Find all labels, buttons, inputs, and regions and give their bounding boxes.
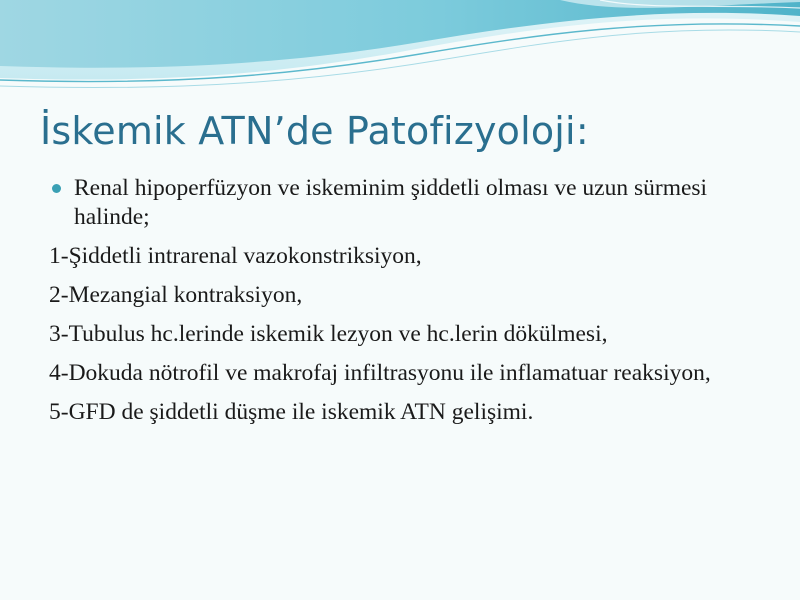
list-item-4: 4-Dokuda nötrofil ve makrofaj infiltrasyonu ile inflamatuar reaksiyon, (49, 360, 711, 386)
list-item-1: 1-Şiddetli intrarenal vazokonstriksiyon, (49, 243, 422, 269)
list-item-2: 2-Mezangial kontraksiyon, (49, 282, 303, 308)
bullet-text: Renal hipoperfüzyon ve iskeminim şiddetli olması ve uzun sürmesi halinde; (74, 175, 708, 230)
list-item-3: 3-Tubulus hc.lerinde iskemik lezyon ve hc.lerin dökülmesi, (49, 321, 608, 347)
bullet-dot-icon (52, 184, 61, 193)
slide-body (40, 174, 760, 437)
decorative-wave-header (0, 0, 800, 100)
list-item-5: 5-GFD de şiddetli düşme ile iskemik ATN gelişimi. (49, 399, 534, 425)
bullet-paragraph (40, 174, 760, 232)
slide-title: İskemik ATN’de Patofizyoloji: (40, 109, 589, 153)
